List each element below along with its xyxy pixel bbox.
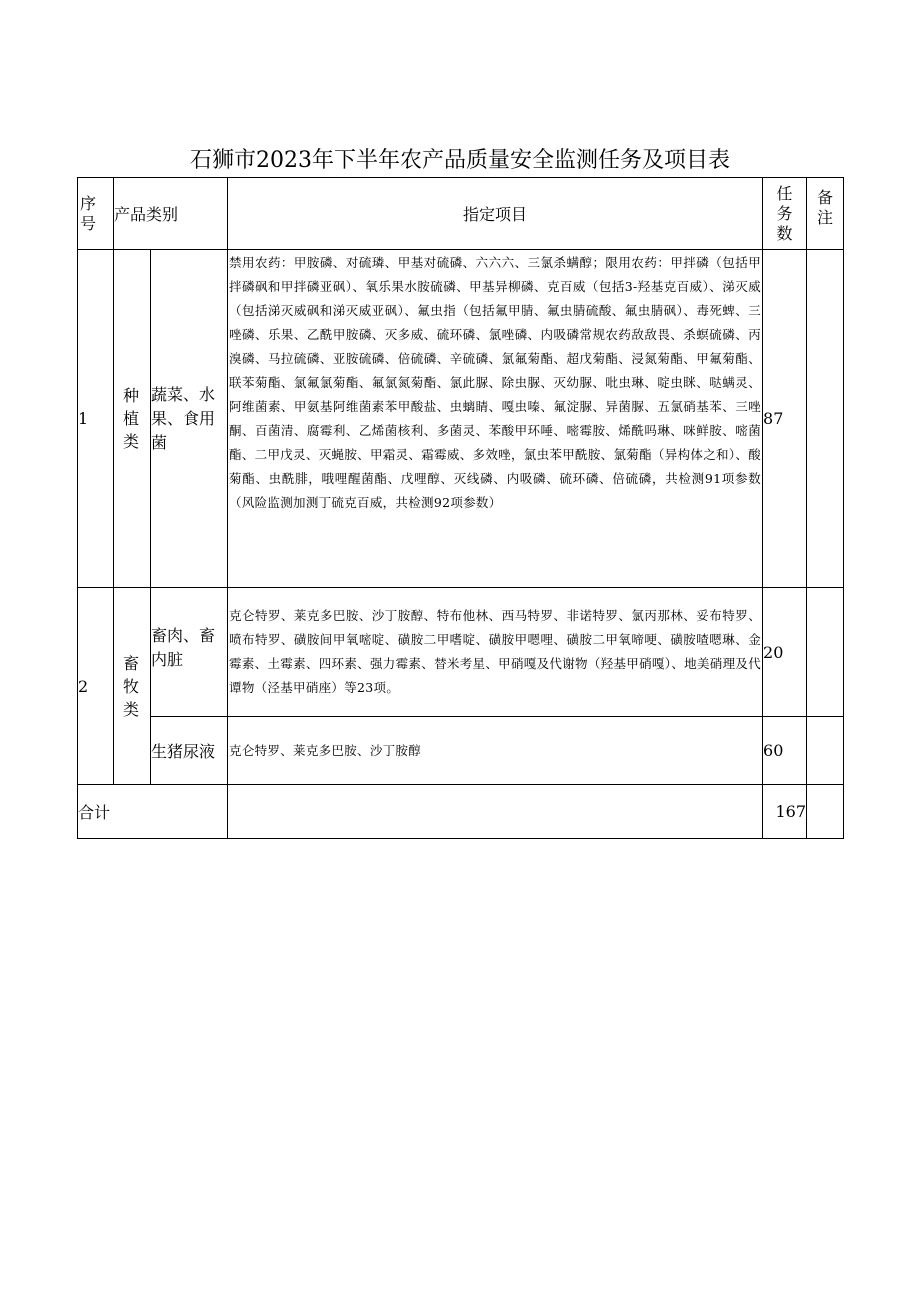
row-items: 禁用农药：甲胺磷、对硫璘、甲基对硫磷、六六六、三氯杀螨醇；限用农药：甲拌磷（包括甲拌磷砜和甲拌磷亚砜）、氧乐果水胺硫磷、甲基异柳磷、克百威（包括3-羟基克百威）、涕灭威（包括涕灭威砜和涕灭威亚砜）、氟虫指（包括氟甲腈、氟虫腈硫酸、氟虫腈砜）、毒死蜱、三唑磷、乐果、乙酰甲胺磷、灭多威、硫环磷、氯唑磷、内吸磷常规农药敌敌畏、杀螟硫磷、丙溴磷、马拉硫磷、亚胺硫磷、倍硫磷、辛硫磷、氯氟菊酯、超戊菊酯、浸氮菊酯、甲氟菊酯、联苯菊酯、氯氟氯菊酯、氟氯氮菊酯、氯此脲、除虫脲、灭幼脲、吡虫琳、啶虫眯、哒螨灵、阿维菌素、甲氨基阿维菌素苯甲酸盐、虫螭睛、嘎虫嗪、氟淀脲、异菌脲、五氯硝基苯、三唑酮、百菌清、腐霉利、乙烯菌核利、多菌灵、苯酸甲环唾、嘧霉胺、烯酰吗琳、咪鲜胺、嘧菌酯、二甲戊灵、灭蝇胺、甲霜灵、霜霉威、多效唑，氯虫苯甲酰胺、氯菊酯（异构体之和）、酸菊酯、虫酰腓，哦哩醒菌酯、戊哩醇、灭线磷、内吸磷、硫环磷、倍硫磷，共检测91项参数（风险监测加测丁硫克百威，共检测92项参数） xyxy=(228,250,763,588)
row-category: 种植类 xyxy=(114,250,151,588)
row-count: 87 xyxy=(763,250,807,588)
row-subcategory: 生猪尿液 xyxy=(151,717,228,785)
total-row xyxy=(78,785,844,839)
table-row xyxy=(78,717,844,785)
row-seq: 2 xyxy=(78,588,114,785)
row-count: 60 xyxy=(763,717,807,785)
row-items: 克仑特罗、莱克多巴胺、沙丁胺醇 xyxy=(228,717,763,785)
row-items: 克仑特罗、莱克多巴胺、沙丁胺醇、特布他林、西马特罗、非诺特罗、氯丙那林、妥布特罗、喷布特罗、磺胺间甲氧嘧啶、磺胺二甲嗜啶、磺胺甲嗯哩、磺胺二甲氧啼哽、磺胺喳嗯琳、金霉素、土霉素、四环素、强力霉素、替米考星、甲硝嘎及代谢物（羟基甲硝嘎）、地美硝理及代谭物（泾基甲硝座）等23项。 xyxy=(228,588,763,717)
row-subcategory: 畜肉、畜内脏 xyxy=(151,588,228,717)
row-remark xyxy=(807,588,844,717)
row-count: 20 xyxy=(763,588,807,717)
total-label: 合计 xyxy=(78,785,228,839)
row-seq: 1 xyxy=(78,250,114,588)
header-items: 指定项目 xyxy=(228,178,763,250)
monitoring-table xyxy=(77,177,844,839)
table-row xyxy=(78,588,844,717)
row-remark xyxy=(807,717,844,785)
total-count: 167 xyxy=(763,785,807,839)
table-row xyxy=(78,250,844,588)
header-count: 任务数 xyxy=(763,178,807,250)
row-subcategory: 蔬菜、水果、食用菌 xyxy=(151,250,228,588)
total-items xyxy=(228,785,763,839)
header-seq: 序号 xyxy=(78,178,114,250)
row-category: 畜牧类 xyxy=(114,588,151,785)
header-row xyxy=(78,178,844,250)
total-remark xyxy=(807,785,844,839)
page-title: 石狮市2023年下半年农产品质量安全监测任务及项目表 xyxy=(190,148,730,173)
header-category: 产品类别 xyxy=(114,178,228,250)
row-remark xyxy=(807,250,844,588)
header-remark: 备注 xyxy=(807,178,844,250)
